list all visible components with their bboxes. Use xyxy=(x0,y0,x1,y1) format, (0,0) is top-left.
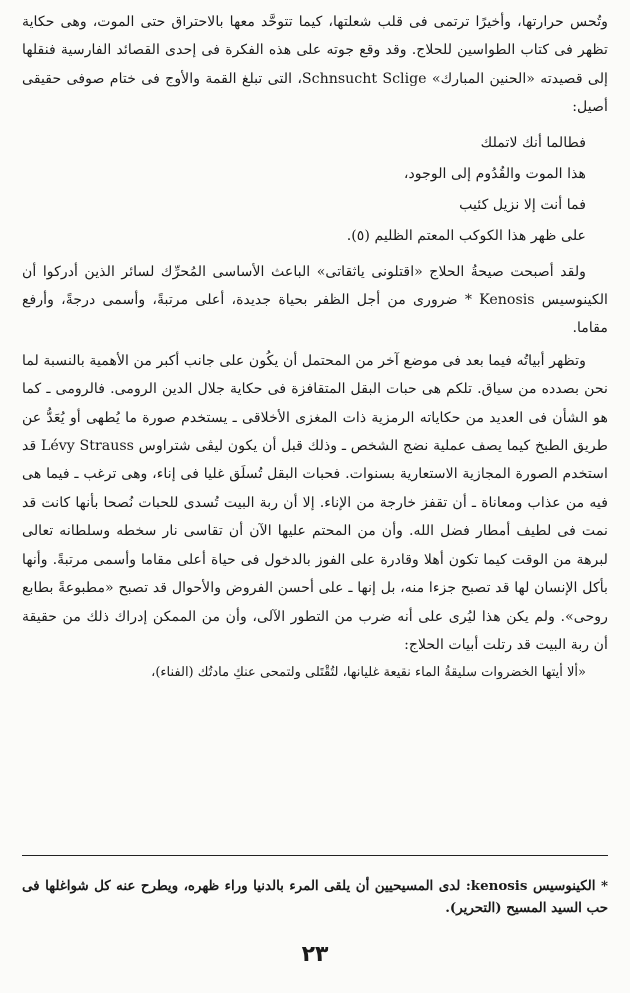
page-number: ٢٣ xyxy=(301,942,329,967)
quoted-verse: «ألا أيتها الخضروات سليقةُ الماء نقيعة غليانها، لتُقْتَلى ولتمحى عنكِ مادتُك (الفناء)، xyxy=(151,665,586,681)
paragraph-1: وتُحس حرارتها، وأخيرًا ترتمى فى قلب شعلتها، كيما تتوحَّد معها بالاحتراق حتى الموت، وهى حكاية تظهر فى كتاب الطواسين للحلاج. وقد وقع جوته على هذه الفكرة فى إحدى القصائد الفارسية فنقلها إلى قصيدته «الحنين المبارك» Schnsucht Sclige، التى تبلغ القمة والأوج فى ختام صوفى حقيقى أصيل: xyxy=(22,14,608,116)
footnote: * الكينوسيس kenosis: لدى المسيحيين أن يلقى المرء بالدنيا وراء ظهره، ويطرح عنه كل شواغلها فى حب السيد المسيح (التحرير). xyxy=(22,878,608,917)
poem-verse xyxy=(22,128,608,252)
main-text xyxy=(22,8,608,688)
verse-line-1: فطالما أنك لاتملك xyxy=(480,134,586,151)
verse-line-3: فما أنت إلا نزيل كئيب xyxy=(459,196,586,213)
footnote-divider xyxy=(22,855,608,856)
paragraph-3: وتظهر أبياتُه فيما بعد فى موضع آخر من المحتمل أن يكُون على جانب أكبر من الأهمية بالنسبة لما نحن بصدده من سياق. تلكم هى حبات البقل المتقافزة فى حكاية جلال الدين الرومى. فالرومى ـ كما هو الشأن فى العديد من حكاياته الرمزية ذات المغزى الأخلاقى ـ يستخدم صورة ما يُطهى أو يُعَدُّ عن طريق الطبخ كيما يصف عملية نضج الشخص ـ وذلك قبل أن يكون ليڤى شتراوس Lévy Strauss قد استخدم الصورة المجازية الاستعارية بسنوات. فحبات البقل تُسلَق غليا فى إناء، وهى ترغب ـ فيما هى فيه من عذاب ومعاناة ـ أن تقفز خارجة من الإناء. إلا أن ربة البيت تُسدى للحبات نُصحا بأنها كانت قد نمت فى لطيف أمطار فضل الله. وأن من المحتم عليها الآن أن تقاسى نار سخطه وسلطانه تعالى لبرهة من الوقت كيما تكون أهلا وقادرة على الفوز بالدخول فى حياة أعلى مقاما وأسمى مرتبةً. وأنها بأكل الإنسان لها قد تصبح جزءا منه، بل إنها ـ على أحسن الفروض والأحوال قد تصبح «مطبوعةً بطابع روحى». ولم يكن هذا ليُرى على أنه ضرب من التطور الآلى، وأن من الممكن إدراك ذلك من حقيقة أن ربة البيت قد رتلت أبيات الحلاج: xyxy=(22,352,608,653)
paragraph-2: ولقد أصبحت صيحةُ الحلاج «اقتلونى ياثقاتى» الباعث الأساسى المُحرِّك لسائر الذين أدركوا أن الكينوسيس Kenosis * ضرورى من أجل الظفر بحياة جديدة، أعلى مرتبةً، وأسمى درجةً، وأرفع مقاما. xyxy=(22,263,608,337)
verse-line-2: هذا الموت والقُدُوم إلى الوجود، xyxy=(403,165,586,182)
verse-line-4: على ظهر هذا الكوكب المعتم الظليم (٥). xyxy=(346,227,586,244)
